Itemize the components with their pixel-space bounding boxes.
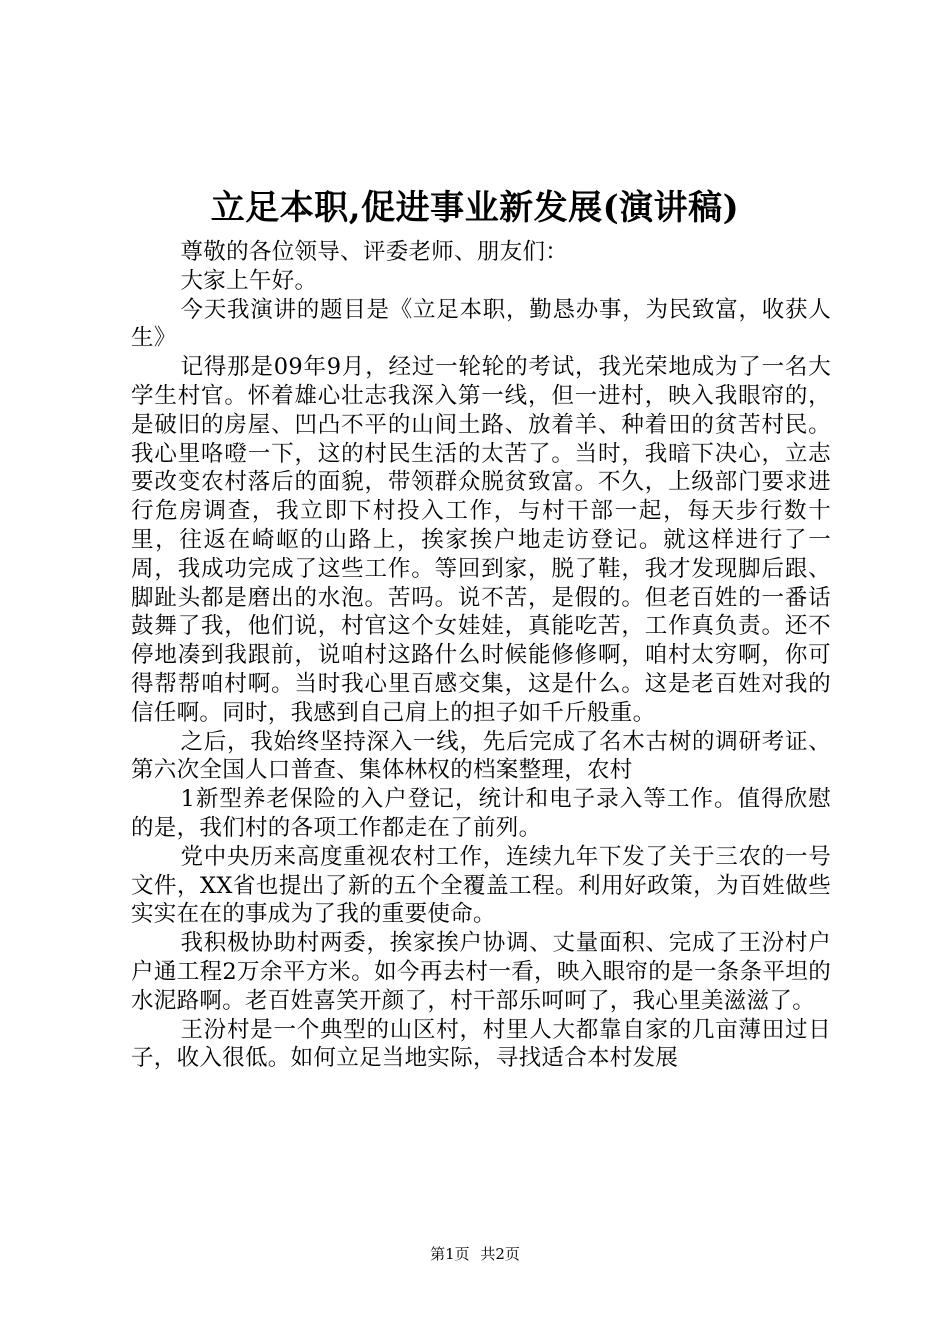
paragraph-village: 王汾村是一个典型的山区村，村里人大都靠自家的几亩薄田过日子，收入很低。如何立足当地实际，寻找适合本村发展: [131, 1016, 831, 1072]
page-total: 共2页: [480, 1245, 520, 1263]
paragraph-policy: 党中央历来高度重视农村工作，连续九年下发了关于三农的一号文件，XX省也提出了新的五个全覆盖工程。利用好政策，为百姓做些实实在在的事成为了我的重要使命。: [131, 843, 831, 928]
document-title: 立足本职,促进事业新发展(演讲稿): [210, 188, 740, 228]
paragraph-work: 之后，我始终坚持深入一线，先后完成了名木古树的调研考证、第六次全国人口普查、集体林权的档案整理，农村: [131, 728, 831, 784]
page-number: 第1页: [430, 1245, 470, 1263]
document-body: [131, 238, 831, 1073]
paragraph-salutation: 尊敬的各位领导、评委老师、朋友们：: [180, 239, 569, 265]
page-footer: [0, 1244, 950, 1264]
paragraph-story: 记得那是09年9月，经过一轮轮的考试，我光荣地成为了一名大学生村官。怀着雄心壮志我深入第一线，但一进村，映入我眼帘的，是破旧的房屋、凹凸不平的山间土路、放着羊、种着田的贫苦村民。我心里咯噔一下，这的村民生活的太苦了。当时，我暗下决心，立志要改变农村落后的面貌，带领群众脱贫致富。不久，上级部门要求进行危房调查，我立即下村投入工作，与村干部一起，每天步行数十里，往返在崎岖的山路上，挨家挨户地走访登记。就这样进行了一周，我成功完成了这些工作。等回到家，脱了鞋，我才发现脚后跟、脚趾头都是磨出的水泡。苦吗。说不苦，是假的。但老百姓的一番话鼓舞了我，他们说，村官这个女娃娃，真能吃苦，工作真负责。还不停地凑到我跟前，说咱村这路什么时候能修修啊，咱村太穷啊，你可得帮帮咱村啊。当时我心里百感交集，这是什么。这是老百姓对我的信任啊。同时，我感到自己肩上的担子如千斤般重。: [131, 354, 831, 726]
paragraph-road-project: 我积极协助村两委，挨家挨户协调、丈量面积、完成了王汾村户户通工程2万余平方米。如今再去村一看，映入眼帘的是一条条平坦的水泥路啊。老百姓喜笑开颜了，村干部乐呵呵了，我心里美滋滋了。: [131, 930, 831, 1014]
paragraph-greeting: 大家上午好。: [180, 267, 318, 294]
paragraph-topic: 今天我演讲的题目是《立足本职，勤恳办事，为民致富，收获人生》: [131, 296, 831, 352]
paragraph-work-continued: 1新型养老保险的入户登记，统计和电子录入等工作。值得欣慰的是，我们村的各项工作都走在了前列。: [131, 786, 831, 841]
